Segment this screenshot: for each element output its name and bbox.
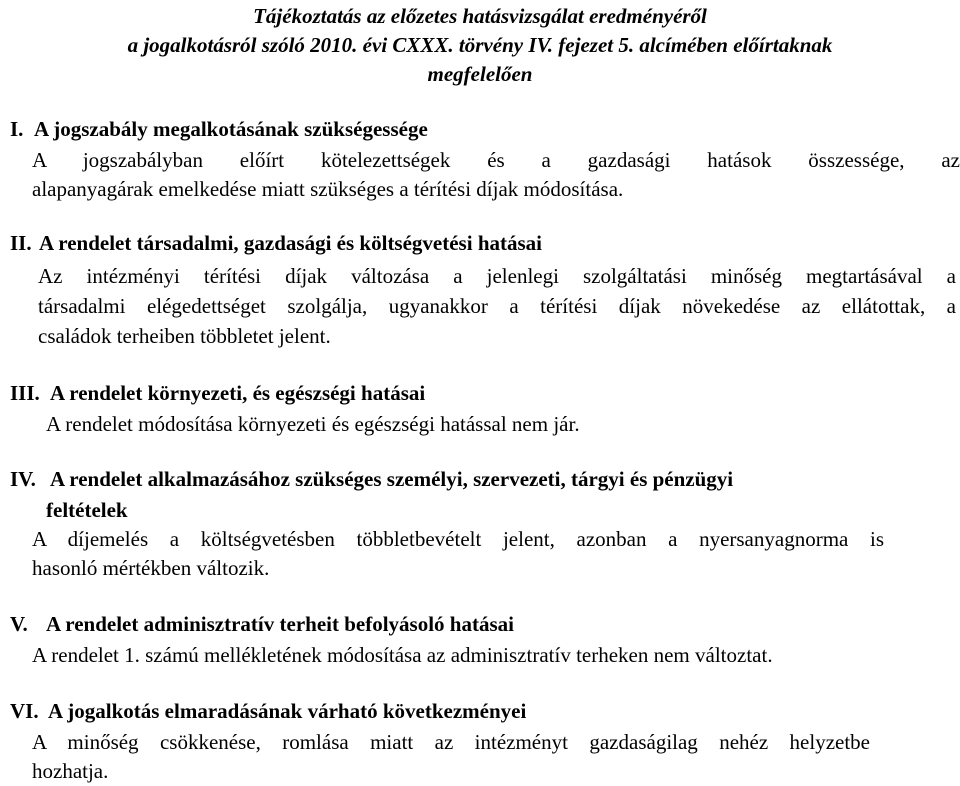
section-number: II.: [10, 231, 32, 255]
section-number: VI.: [10, 699, 39, 723]
section-number: IV.: [10, 467, 36, 491]
body-line: hasonló mértékben változik.: [32, 556, 270, 580]
section-title: A rendelet környezeti, és egészségi hatásai: [50, 381, 426, 405]
body-line: A jogszabályban előírt kötelezettségek és a gazdasági hatások összessége, az: [32, 148, 960, 172]
title-line-3: megfelelően: [427, 62, 533, 86]
document-title: [0, 2, 960, 89]
body-line: társadalmi elégedettséget szolgálja, ugyanakkor a térítési díjak növekedése az ellátottak, a: [38, 294, 956, 318]
section-6: [0, 697, 960, 783]
body-line: alapanyagárak emelkedése miatt szükséges a térítési díjak módosítása.: [32, 177, 624, 201]
section-4: [0, 465, 960, 580]
title-line-1: Tájékoztatás az előzetes hatásvizsgálat eredményéről: [253, 4, 707, 28]
body-line: hozhatja.: [32, 759, 109, 783]
section-heading: [0, 465, 960, 494]
section-heading-continued: [0, 496, 960, 525]
section-title: A jogalkotás elmaradásának várható következményei: [48, 699, 527, 723]
title-line-2: a jogalkotásról szóló 2010. évi CXXX. törvény IV. fejezet 5. alcímében előírtaknak: [127, 33, 833, 57]
section-title-line-2: feltételek: [46, 498, 128, 522]
section-heading: [0, 115, 960, 144]
body-line: A rendelet módosítása környezeti és egészségi hatással nem jár.: [46, 412, 580, 436]
section-heading: [0, 610, 960, 639]
section-1: [0, 115, 960, 201]
body-line: A rendelet 1. számú mellékletének módosítása az adminisztratív terheken nem változtat.: [32, 643, 773, 667]
body-line: családok terheiben többletet jelent.: [38, 324, 331, 348]
section-5: [0, 610, 960, 667]
body-line: A díjemelés a költségvetésben többletbevételt jelent, azonban a nyersanyagnorma is: [32, 527, 884, 551]
section-title: A rendelet alkalmazásához szükséges személyi, szervezeti, tárgyi és pénzügyi: [50, 467, 734, 491]
section-2: [0, 229, 960, 348]
section-title: A rendelet adminisztratív terheit befolyásoló hatásai: [46, 612, 514, 636]
section-number: III.: [10, 381, 40, 405]
section-title: A jogszabály megalkotásának szükségessége: [34, 117, 428, 141]
section-heading: [0, 697, 960, 726]
body-line: Az intézményi térítési díjak változása a jelenlegi szolgáltatási minőség megtartásával a: [38, 264, 956, 288]
section-number: V.: [10, 612, 28, 636]
section-title: A rendelet társadalmi, gazdasági és költségvetési hatásai: [39, 231, 542, 255]
section-heading: [0, 229, 960, 258]
body-line: A minőség csökkenése, romlása miatt az intézményt gazdaságilag nehéz helyzetbe: [32, 730, 870, 754]
section-number: I.: [10, 117, 24, 141]
section-heading: [0, 379, 960, 408]
section-3: [0, 379, 960, 436]
